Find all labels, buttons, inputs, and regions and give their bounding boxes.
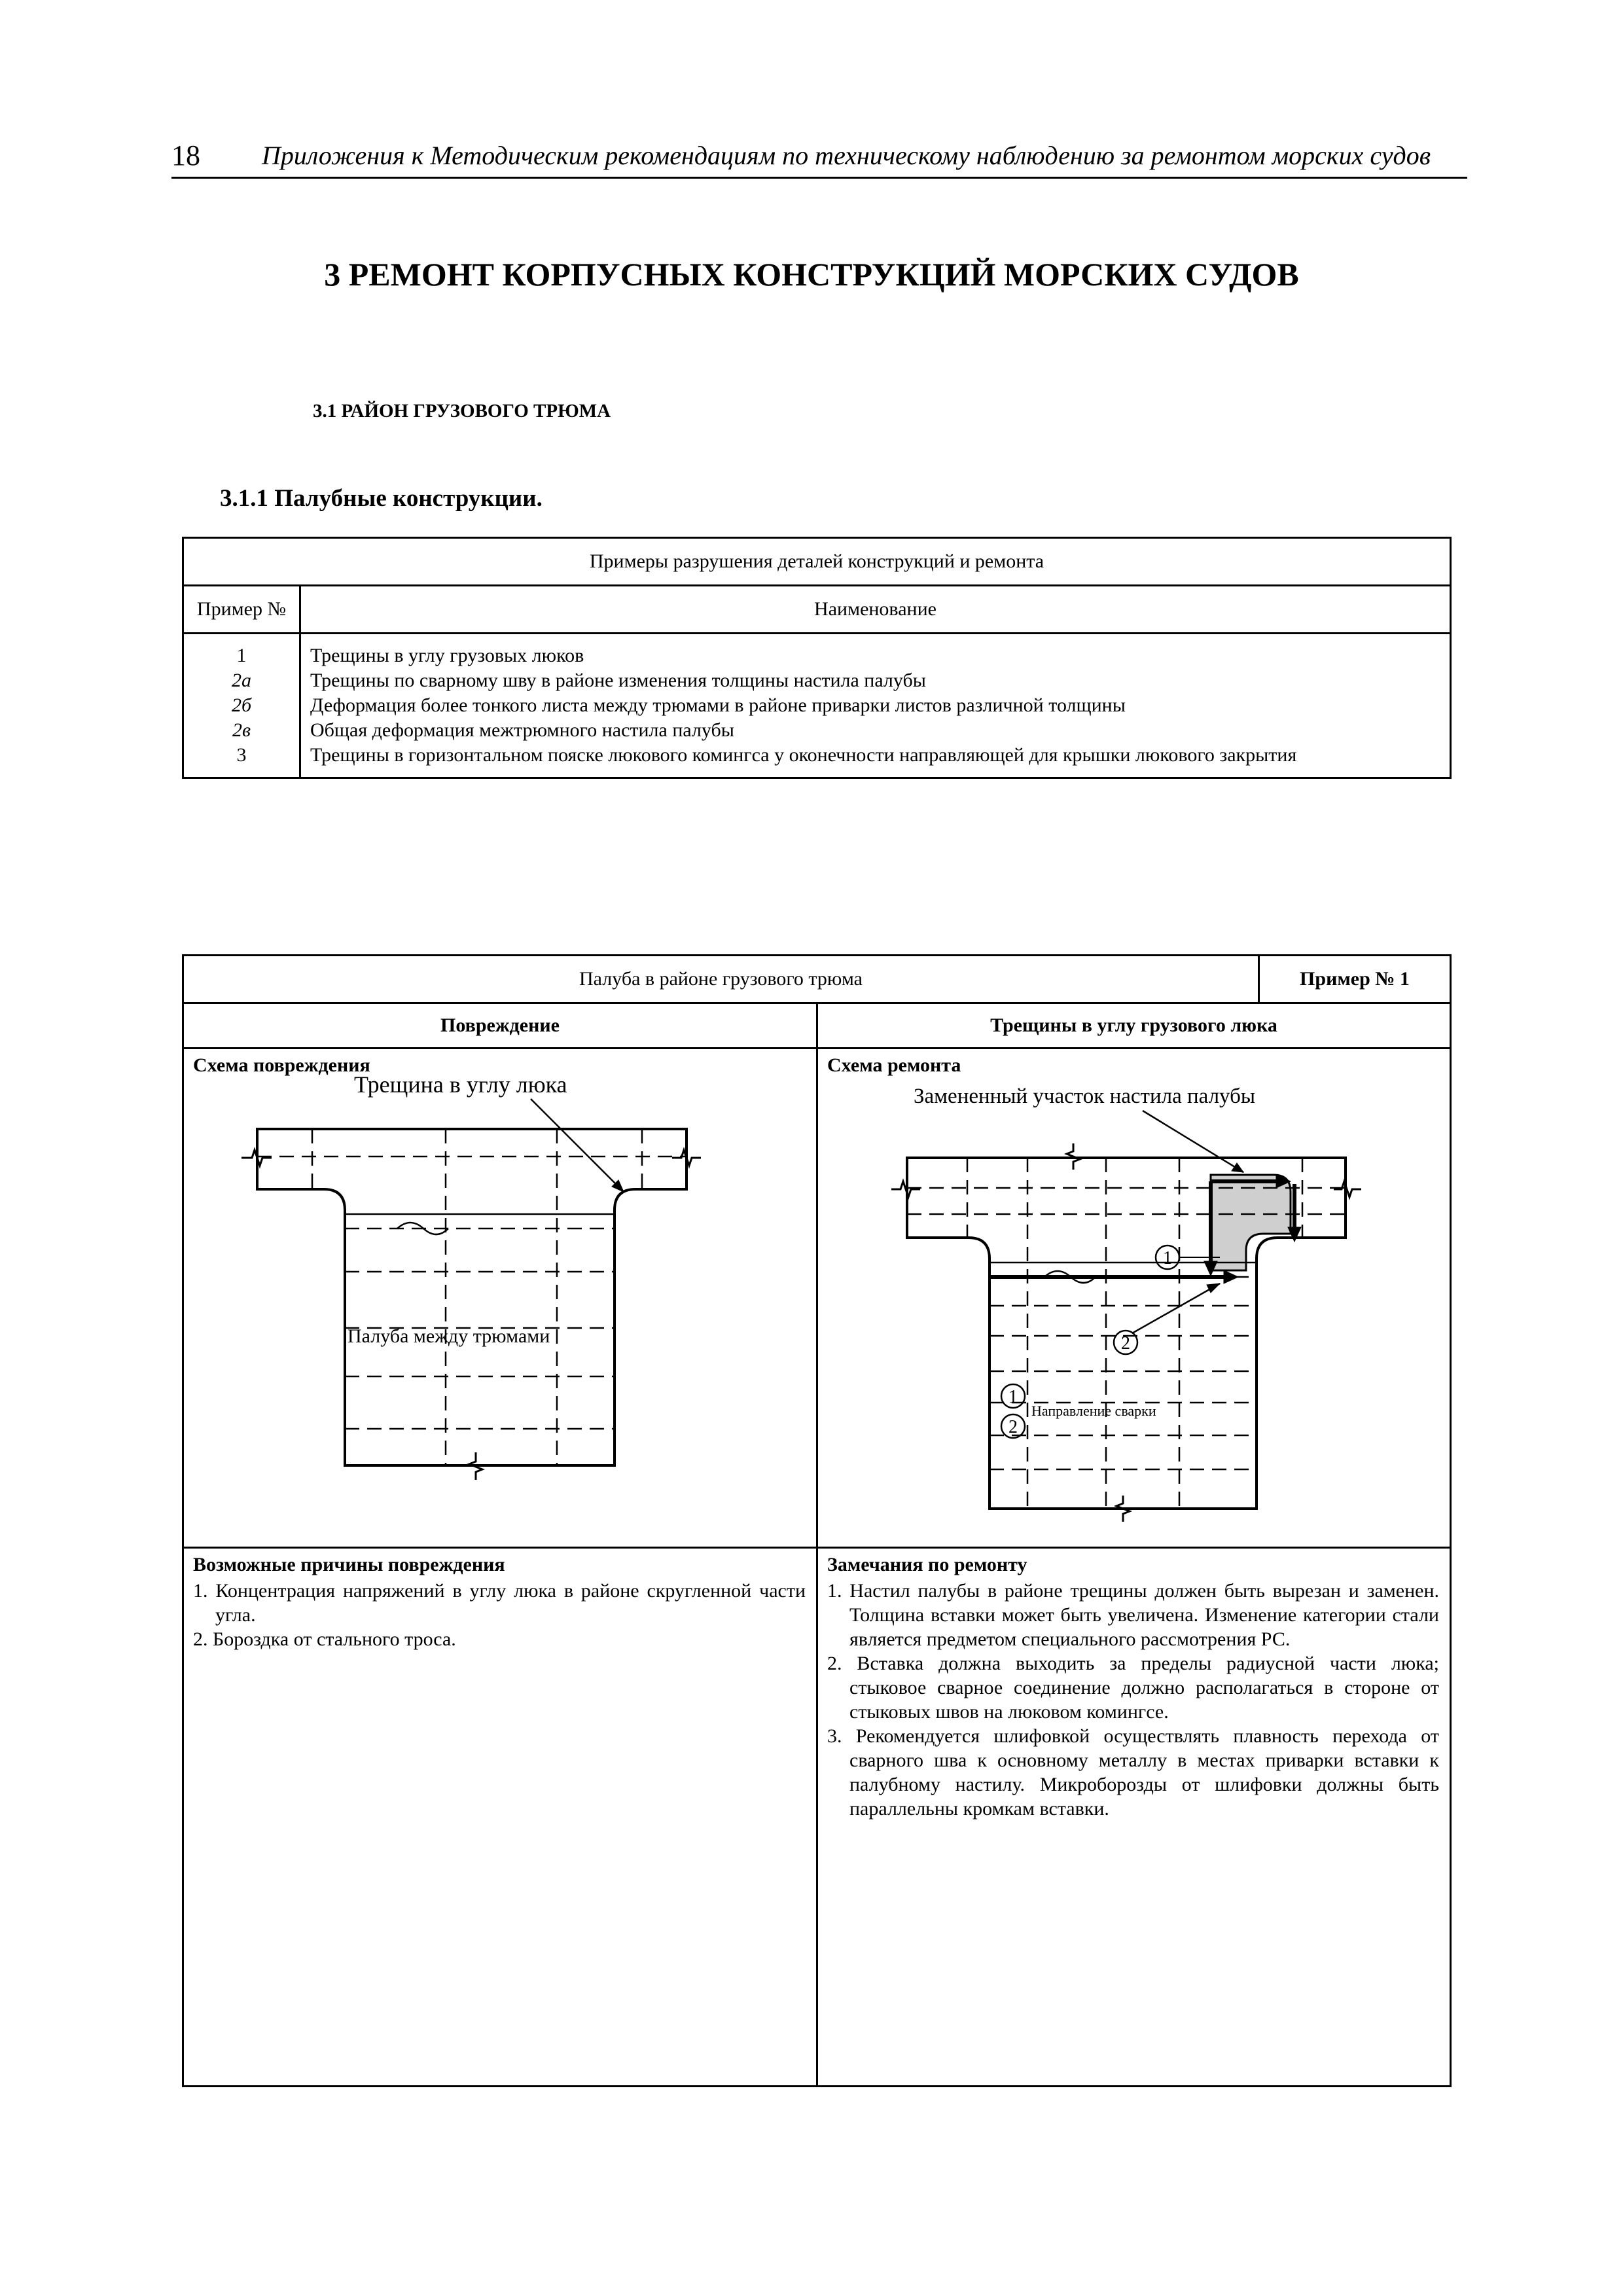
- damage-diagram: [184, 1077, 812, 1535]
- examples-index-table: [182, 537, 1452, 779]
- marker-2-legend: 2: [1008, 1417, 1018, 1437]
- card-area-cell: [183, 956, 1451, 1003]
- cause-item: 1. Концентрация напряжений в углу люка в районе скругленной части угла.: [193, 1580, 806, 1626]
- causes-label: Возможные причины повреждения: [193, 1554, 505, 1575]
- damage-scheme-label: Схема повреждения: [193, 1054, 370, 1076]
- repair-diagram: [818, 1077, 1446, 1535]
- marker-2-upper: 2: [1121, 1333, 1130, 1354]
- note-item: 3. Рекомендуется шлифовкой осуществлять плавность перехода от сварного шва к основному металлу в местах приварки вставки к палубному настилу. Микроборозды от шлифовки должны быть параллельны кромкам вставки.: [827, 1725, 1439, 1820]
- damage-title: Трещины в углу грузового люка: [817, 1003, 1451, 1049]
- table-row-name: Трещины в горизонтальном пояске люкового комингса у оконечности направляющей для крышки люкового закрытия: [310, 744, 1297, 766]
- example-numbers-cell: [183, 634, 300, 778]
- header-rule: [171, 177, 1467, 179]
- running-title: Приложения к Методическим рекомендациям по техническому наблюдению за ремонтом морских судов: [262, 141, 1431, 170]
- example-number-label: Пример № 1: [1258, 956, 1450, 1002]
- table-row-name: Деформация более тонкого листа между трюмами в районе приварки листов различной толщины: [310, 694, 1126, 716]
- note-item: 1. Настил палубы в районе трещины должен быть вырезан и заменен. Толщина вставки может быть увеличена. Изменение категории стали является предметом специального рассмотрения РС.: [827, 1580, 1439, 1650]
- subsection-title: 3.1.1 Палубные конструкции.: [220, 485, 543, 512]
- section-title: 3.1 РАЙОН ГРУЗОВОГО ТРЮМА: [313, 401, 611, 422]
- table-row-num: 2а: [232, 670, 251, 691]
- table-row-name: Общая деформация межтрюмного настила палубы: [310, 719, 734, 741]
- example-names-cell: [300, 634, 1451, 778]
- col-header-example: Пример №: [183, 586, 300, 634]
- marker-1-legend: 1: [1008, 1387, 1018, 1407]
- notes-label: Замечания по ремонту: [827, 1554, 1027, 1575]
- damage-header: Повреждение: [183, 1003, 817, 1049]
- col-header-name: Наименование: [300, 586, 1451, 634]
- table-row-num: 2в: [232, 719, 251, 741]
- table-row-num: 1: [236, 645, 247, 666]
- replaced-section-label: Замененный участок настила палубы: [914, 1085, 1256, 1108]
- marker-1-upper: 1: [1163, 1248, 1172, 1268]
- page-number: 18: [171, 139, 200, 171]
- cause-item: 2. Бороздка от стального троса.: [193, 1628, 456, 1650]
- deck-between-holds-label: Палуба между трюмами: [348, 1325, 550, 1347]
- notes-cell: [817, 1548, 1451, 2087]
- causes-cell: [183, 1548, 817, 2087]
- repair-scheme-label: Схема ремонта: [827, 1054, 961, 1076]
- table-row-name: Трещины по сварному шву в районе изменения толщины настила палубы: [310, 670, 926, 691]
- crack-label: Трещина в углу люка: [354, 1077, 567, 1098]
- note-item: 2. Вставка должна выходить за пределы радиусной части люка; стыковое сварное соединение должно располагаться в стороне от стыковых швов на люковом комингсе.: [827, 1653, 1439, 1723]
- chapter-title: 3 РЕМОНТ КОРПУСНЫХ КОНСТРУКЦИЙ МОРСКИХ СУДОВ: [324, 256, 1299, 293]
- damage-scheme-cell: [183, 1049, 817, 1548]
- repair-scheme-cell: [817, 1049, 1451, 1548]
- table-row-num: 2б: [231, 694, 252, 716]
- table-row-name: Трещины в углу грузовых люков: [310, 645, 584, 666]
- card-area-title: Палуба в районе грузового трюма: [579, 968, 863, 990]
- example-card-table: [182, 954, 1452, 2087]
- index-table-caption: Примеры разрушения деталей конструкций и ремонта: [183, 538, 1451, 586]
- welding-direction-label: Направление сварки: [1031, 1403, 1156, 1419]
- table-row-num: 3: [236, 744, 247, 766]
